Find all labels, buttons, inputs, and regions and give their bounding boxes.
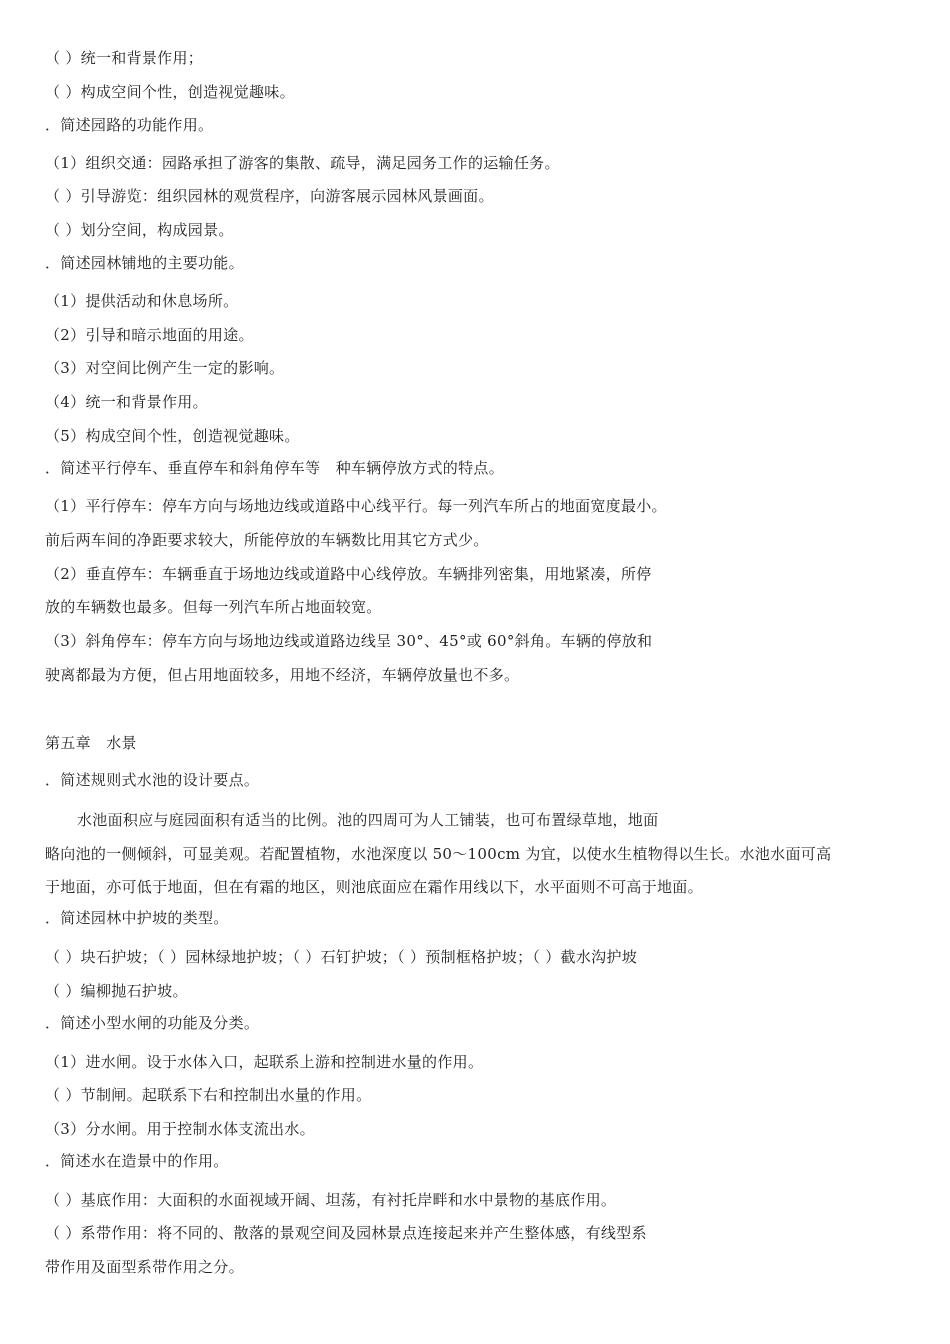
- question-heading: ．简述规则式水池的设计要点。: [45, 771, 260, 789]
- text-line: （ ）基底作用：大面积的水面视域开阔、坦荡，有衬托岸畔和水中景物的基底作用。: [45, 1191, 617, 1209]
- text-line: 带作用及面型系带作用之分。: [45, 1258, 244, 1276]
- text-line: （3）分水闸。用于控制水体支流出水。: [45, 1120, 315, 1138]
- question-heading: ．简述园林中护坡的类型。: [45, 909, 229, 927]
- text-line: （ ）划分空间，构成园景。: [45, 221, 234, 239]
- text-line: （2）引导和暗示地面的用途。: [45, 326, 254, 344]
- text-line: （1）组织交通：园路承担了游客的集散、疏导，满足园务工作的运输任务。: [45, 154, 560, 172]
- text-line: （ ）构成空间个性，创造视觉趣味。: [45, 83, 295, 101]
- text-line: （1）提供活动和休息场所。: [45, 292, 239, 310]
- question-heading: ．简述水在造景中的作用。: [45, 1152, 229, 1170]
- paragraph-line: 于地面，亦可低于地面，但在有霜的地区，则池底面应在霜作用线以下，水平面则不可高于地面。: [45, 878, 703, 896]
- question-heading: ．简述园林铺地的主要功能。: [45, 254, 244, 272]
- question-heading: ．简述小型水闸的功能及分类。: [45, 1014, 260, 1032]
- text-line: 放的车辆数也最多。但每一列汽车所占地面较宽。: [45, 598, 382, 616]
- text-line: （1）平行停车：停车方向与场地边线或道路中心线平行。每一列汽车所占的地面宽度最小。: [45, 497, 667, 515]
- text-line: （2）垂直停车：车辆垂直于场地边线或道路中心线停放。车辆排列密集，用地紧凑，所停: [45, 565, 652, 583]
- text-line: 前后两车间的净距要求较大，所能停放的车辆数比用其它方式少。: [45, 531, 489, 549]
- text-line: （3）斜角停车：停车方向与场地边线或道路边线呈 30°、45°或 60°斜角。车辆的停放和: [45, 632, 653, 650]
- question-heading: ．简述园路的功能作用。: [45, 116, 214, 134]
- text-line: （4）统一和背景作用。: [45, 393, 208, 411]
- text-line: （3）对空间比例产生一定的影响。: [45, 359, 285, 377]
- text-line: （ ）引导游览：组织园林的观赏程序，向游客展示园林风景画面。: [45, 187, 494, 205]
- text-line: （ ）块石护坡；（ ）园林绿地护坡；（ ）石钉护坡；（ ）预制框格护坡；（ ）截水沟护坡: [45, 948, 638, 966]
- text-line: （ ）编柳抛石护坡。: [45, 982, 188, 1000]
- text-line: （ ）系带作用：将不同的、散落的景观空间及园林景点连接起来并产生整体感，有线型系: [45, 1224, 647, 1242]
- paragraph-line: 略向池的一侧倾斜，可显美观。若配置植物，水池深度以 50～100cm 为宜，以使水生植物得以生长。水池水面可高: [45, 845, 832, 863]
- text-line: （5）构成空间个性，创造视觉趣味。: [45, 427, 300, 445]
- text-line: （ ）统一和背景作用；: [45, 49, 204, 67]
- text-line: （ ）节制闸。起联系下右和控制出水量的作用。: [45, 1086, 372, 1104]
- paragraph-line: 水池面积应与庭园面积有适当的比例。池的四周可为人工铺装，也可布置绿草地，地面: [77, 811, 659, 829]
- text-line: 驶离都最为方便，但占用地面较多，用地不经济，车辆停放量也不多。: [45, 666, 520, 684]
- chapter-title: 第五章 水景: [45, 734, 137, 752]
- question-heading: ．简述平行停车、垂直停车和斜角停车等 种车辆停放方式的特点。: [45, 459, 505, 477]
- text-line: （1）进水闸。设于水体入口，起联系上游和控制进水量的作用。: [45, 1053, 484, 1071]
